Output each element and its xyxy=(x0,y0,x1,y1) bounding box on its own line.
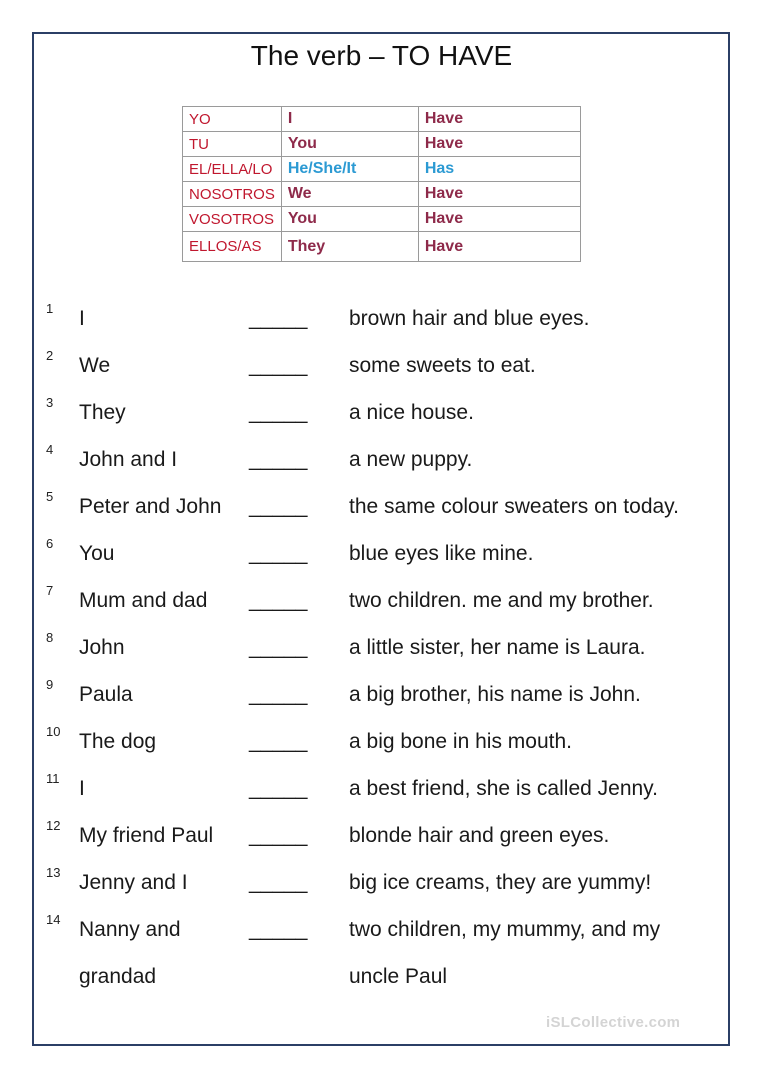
answer-blank: _____ xyxy=(249,495,308,518)
verb-form: Have xyxy=(418,132,580,157)
exercise-subject: You xyxy=(79,542,115,565)
answer-blank: _____ xyxy=(249,730,308,753)
exercise-item xyxy=(0,914,763,961)
exercise-number: 13 xyxy=(46,865,61,880)
exercise-item xyxy=(0,491,763,538)
spanish-pronoun: EL/ELLA/LO xyxy=(183,157,282,182)
exercise-number: 9 xyxy=(46,677,54,692)
answer-blank: _____ xyxy=(249,918,308,941)
exercise-subject: John and I xyxy=(79,448,178,471)
page-title: The verb – TO HAVE xyxy=(250,40,513,71)
exercise-rest: blonde hair and green eyes. xyxy=(349,824,610,847)
answer-blank: _____ xyxy=(249,589,308,612)
exercise-subject: Nanny and xyxy=(79,918,181,941)
exercise-subject: I xyxy=(79,307,85,330)
exercise-rest: a little sister, her name is Laura. xyxy=(349,636,646,659)
exercise-subject: Jenny and I xyxy=(79,871,188,894)
english-pronoun: You xyxy=(281,207,418,232)
exercise-item xyxy=(0,585,763,632)
exercise-number: 5 xyxy=(46,489,54,504)
exercise-rest: the same colour sweaters on today. xyxy=(349,495,679,518)
exercise-number: 10 xyxy=(46,724,61,739)
english-pronoun: We xyxy=(281,182,418,207)
exercise-item xyxy=(0,350,763,397)
exercise-subject: John xyxy=(79,636,125,659)
spanish-pronoun: NOSOTROS xyxy=(183,182,282,207)
exercise-number: 3 xyxy=(46,395,54,410)
spanish-pronoun: VOSOTROS xyxy=(183,207,282,232)
exercise-subject: Mum and dad xyxy=(79,589,208,612)
exercise-rest: big ice creams, they are yummy! xyxy=(349,871,652,894)
exercise-item xyxy=(0,397,763,444)
exercise-rest: uncle Paul xyxy=(349,965,448,988)
exercise-rest: a nice house. xyxy=(349,401,474,424)
exercise-number: 11 xyxy=(46,771,60,786)
exercise-number: 8 xyxy=(46,630,54,645)
exercise-item xyxy=(0,679,763,726)
exercise-rest: two children, my mummy, and my xyxy=(349,918,661,941)
answer-blank: _____ xyxy=(249,401,308,424)
verb-form: Have xyxy=(418,232,580,262)
english-pronoun: You xyxy=(281,132,418,157)
watermark: iSLCollective.com xyxy=(546,1014,681,1031)
english-pronoun: He/She/It xyxy=(281,157,418,182)
exercise-rest: two children. me and my brother. xyxy=(349,589,654,612)
answer-blank: _____ xyxy=(249,871,308,894)
exercise-item xyxy=(0,820,763,867)
answer-blank: _____ xyxy=(249,354,308,377)
verb-form: Have xyxy=(418,182,580,207)
exercise-subject: Paula xyxy=(79,683,133,706)
verb-form: Have xyxy=(418,107,580,132)
exercise-number: 2 xyxy=(46,348,54,363)
exercise-rest: a big bone in his mouth. xyxy=(349,730,572,753)
answer-blank: _____ xyxy=(249,683,308,706)
exercise-number: 7 xyxy=(46,583,54,598)
exercise-subject: They xyxy=(79,401,126,424)
english-pronoun: They xyxy=(281,232,418,262)
exercise-item xyxy=(0,867,763,914)
exercise-item-continuation xyxy=(0,961,763,1008)
spanish-pronoun: ELLOS/AS xyxy=(183,232,282,262)
exercise-item xyxy=(0,726,763,773)
exercise-rest: blue eyes like mine. xyxy=(349,542,534,565)
answer-blank: _____ xyxy=(249,777,308,800)
answer-blank: _____ xyxy=(249,307,308,330)
exercise-rest: a new puppy. xyxy=(349,448,473,471)
exercise-rest: a big brother, his name is John. xyxy=(349,683,641,706)
answer-blank: _____ xyxy=(249,636,308,659)
exercise-rest: a best friend, she is called Jenny. xyxy=(349,777,658,800)
exercise-subject: I xyxy=(79,777,85,800)
exercise-number: 6 xyxy=(46,536,54,551)
exercise-subject: We xyxy=(79,354,111,377)
english-pronoun: I xyxy=(281,107,418,132)
verb-form: Has xyxy=(418,157,580,182)
exercise-item xyxy=(0,303,763,350)
exercise-item xyxy=(0,444,763,491)
exercise-subject: grandad xyxy=(79,965,157,988)
exercise-rest: some sweets to eat. xyxy=(349,354,536,377)
exercise-subject: My friend Paul xyxy=(79,824,214,847)
spanish-pronoun: TU xyxy=(183,132,282,157)
answer-blank: _____ xyxy=(249,824,308,847)
answer-blank: _____ xyxy=(249,542,308,565)
exercise-number: 1 xyxy=(46,301,54,316)
exercise-subject: The dog xyxy=(79,730,157,753)
spanish-pronoun: YO xyxy=(183,107,282,132)
answer-blank: _____ xyxy=(249,448,308,471)
verb-form: Have xyxy=(418,207,580,232)
exercise-item xyxy=(0,773,763,820)
exercise-number: 4 xyxy=(46,442,54,457)
exercise-number: 12 xyxy=(46,818,61,833)
exercise-rest: brown hair and blue eyes. xyxy=(349,307,590,330)
exercise-item xyxy=(0,632,763,679)
exercise-number: 14 xyxy=(46,912,61,927)
exercise-subject: Peter and John xyxy=(79,495,222,518)
exercise-item xyxy=(0,538,763,585)
